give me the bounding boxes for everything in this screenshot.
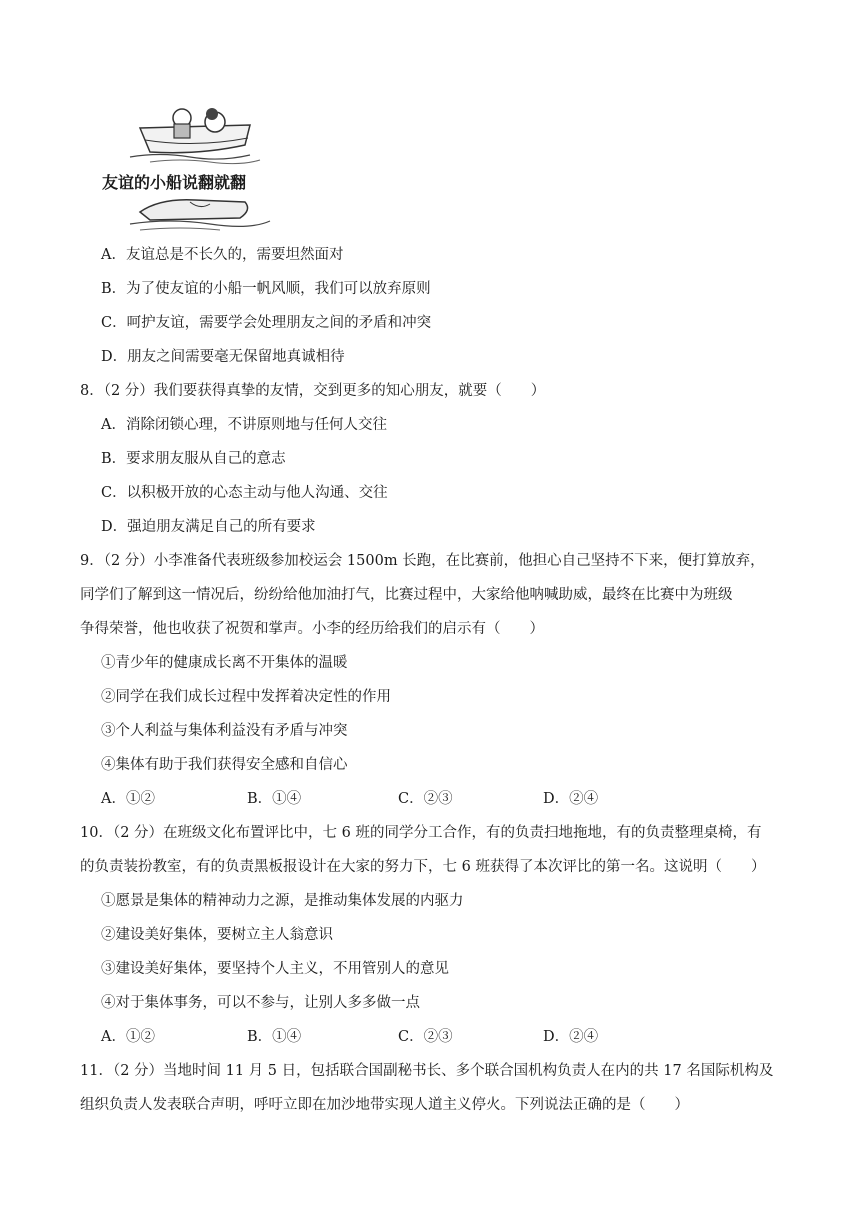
- q10-statement-2: ②建设美好集体，要树立主人翁意识: [101, 927, 333, 943]
- q7-option-b: B．为了使友谊的小船一帆风顺，我们可以放弃原则: [101, 281, 431, 297]
- q10-stem-line2: 的负责装扮教室，有的负责黑板报设计在大家的努力下，七 6 班获得了本次评比的第一名。这说明（ ）: [80, 859, 766, 875]
- q7-option-a: A．友谊总是不长久的，需要坦然面对: [101, 247, 344, 263]
- q9-choice-c: C．②③: [398, 791, 453, 807]
- friendship-boat-cartoon: [100, 100, 280, 235]
- q9-choice-b: B．①④: [247, 791, 302, 807]
- q9-stem-line2: 同学们了解到这一情况后，纷纷给他加油打气，比赛过程中，大家给他呐喊助威，最终在比赛中为班级: [80, 587, 733, 603]
- q8-option-a: A．消除闭锁心理，不讲原则地与任何人交往: [101, 417, 387, 433]
- q8-option-b: B．要求朋友服从自己的意志: [101, 451, 286, 467]
- q8-stem: 8．（2 分）我们要获得真挚的友情，交到更多的知心朋友，就要（ ）: [80, 383, 546, 399]
- q11-stem-line1: 11．（2 分）当地时间 11 月 5 日，包括联合国副秘书长、多个联合国机构负责人在内的共 17 名国际机构及: [80, 1063, 774, 1079]
- q9-statement-3: ③个人利益与集体利益没有矛盾与冲突: [101, 723, 348, 739]
- cartoon-caption: 友谊的小船说翻就翻: [102, 173, 247, 192]
- q9-statement-1: ①青少年的健康成长离不开集体的温暖: [101, 655, 348, 671]
- q9-statement-4: ④集体有助于我们获得安全感和自信心: [101, 757, 348, 773]
- q9-stem-line3: 争得荣誉，他也收获了祝贺和掌声。小李的经历给我们的启示有（ ）: [80, 621, 544, 637]
- q7-option-c: C．呵护友谊，需要学会处理朋友之间的矛盾和冲突: [101, 315, 432, 331]
- boat-illustration: [100, 100, 280, 235]
- q11-stem-line2: 组织负责人发表联合声明，呼吁立即在加沙地带实现人道主义停火。下列说法正确的是（ ）: [80, 1097, 689, 1113]
- q9-choice-a: A．①②: [101, 791, 155, 807]
- q9-choice-d: D．②④: [543, 791, 599, 807]
- q10-stem-line1: 10．（2 分）在班级文化布置评比中，七 6 班的同学分工合作，有的负责扫地拖地，有的负责整理桌椅，有: [80, 825, 762, 841]
- q8-option-c: C．以积极开放的心态主动与他人沟通、交往: [101, 485, 388, 501]
- q8-option-d: D．强迫朋友满足自己的所有要求: [101, 519, 316, 535]
- q7-option-d: D．朋友之间需要毫无保留地真诚相待: [101, 349, 345, 365]
- q9-stem-line1: 9．（2 分）小李准备代表班级参加校运会 1500m 长跑，在比赛前，他担心自己坚持不下来，便打算放弃，: [80, 553, 765, 569]
- q10-choice-c: C．②③: [398, 1029, 453, 1045]
- q10-choice-b: B．①④: [247, 1029, 302, 1045]
- q10-choice-a: A．①②: [101, 1029, 155, 1045]
- q10-statement-4: ④对于集体事务，可以不参与，让别人多多做一点: [101, 995, 420, 1011]
- q10-statement-1: ①愿景是集体的精神动力之源，是推动集体发展的内驱力: [101, 893, 464, 909]
- q10-statement-3: ③建设美好集体，要坚持个人主义，不用管别人的意见: [101, 961, 449, 977]
- q9-statement-2: ②同学在我们成长过程中发挥着决定性的作用: [101, 689, 391, 705]
- q10-choice-d: D．②④: [543, 1029, 599, 1045]
